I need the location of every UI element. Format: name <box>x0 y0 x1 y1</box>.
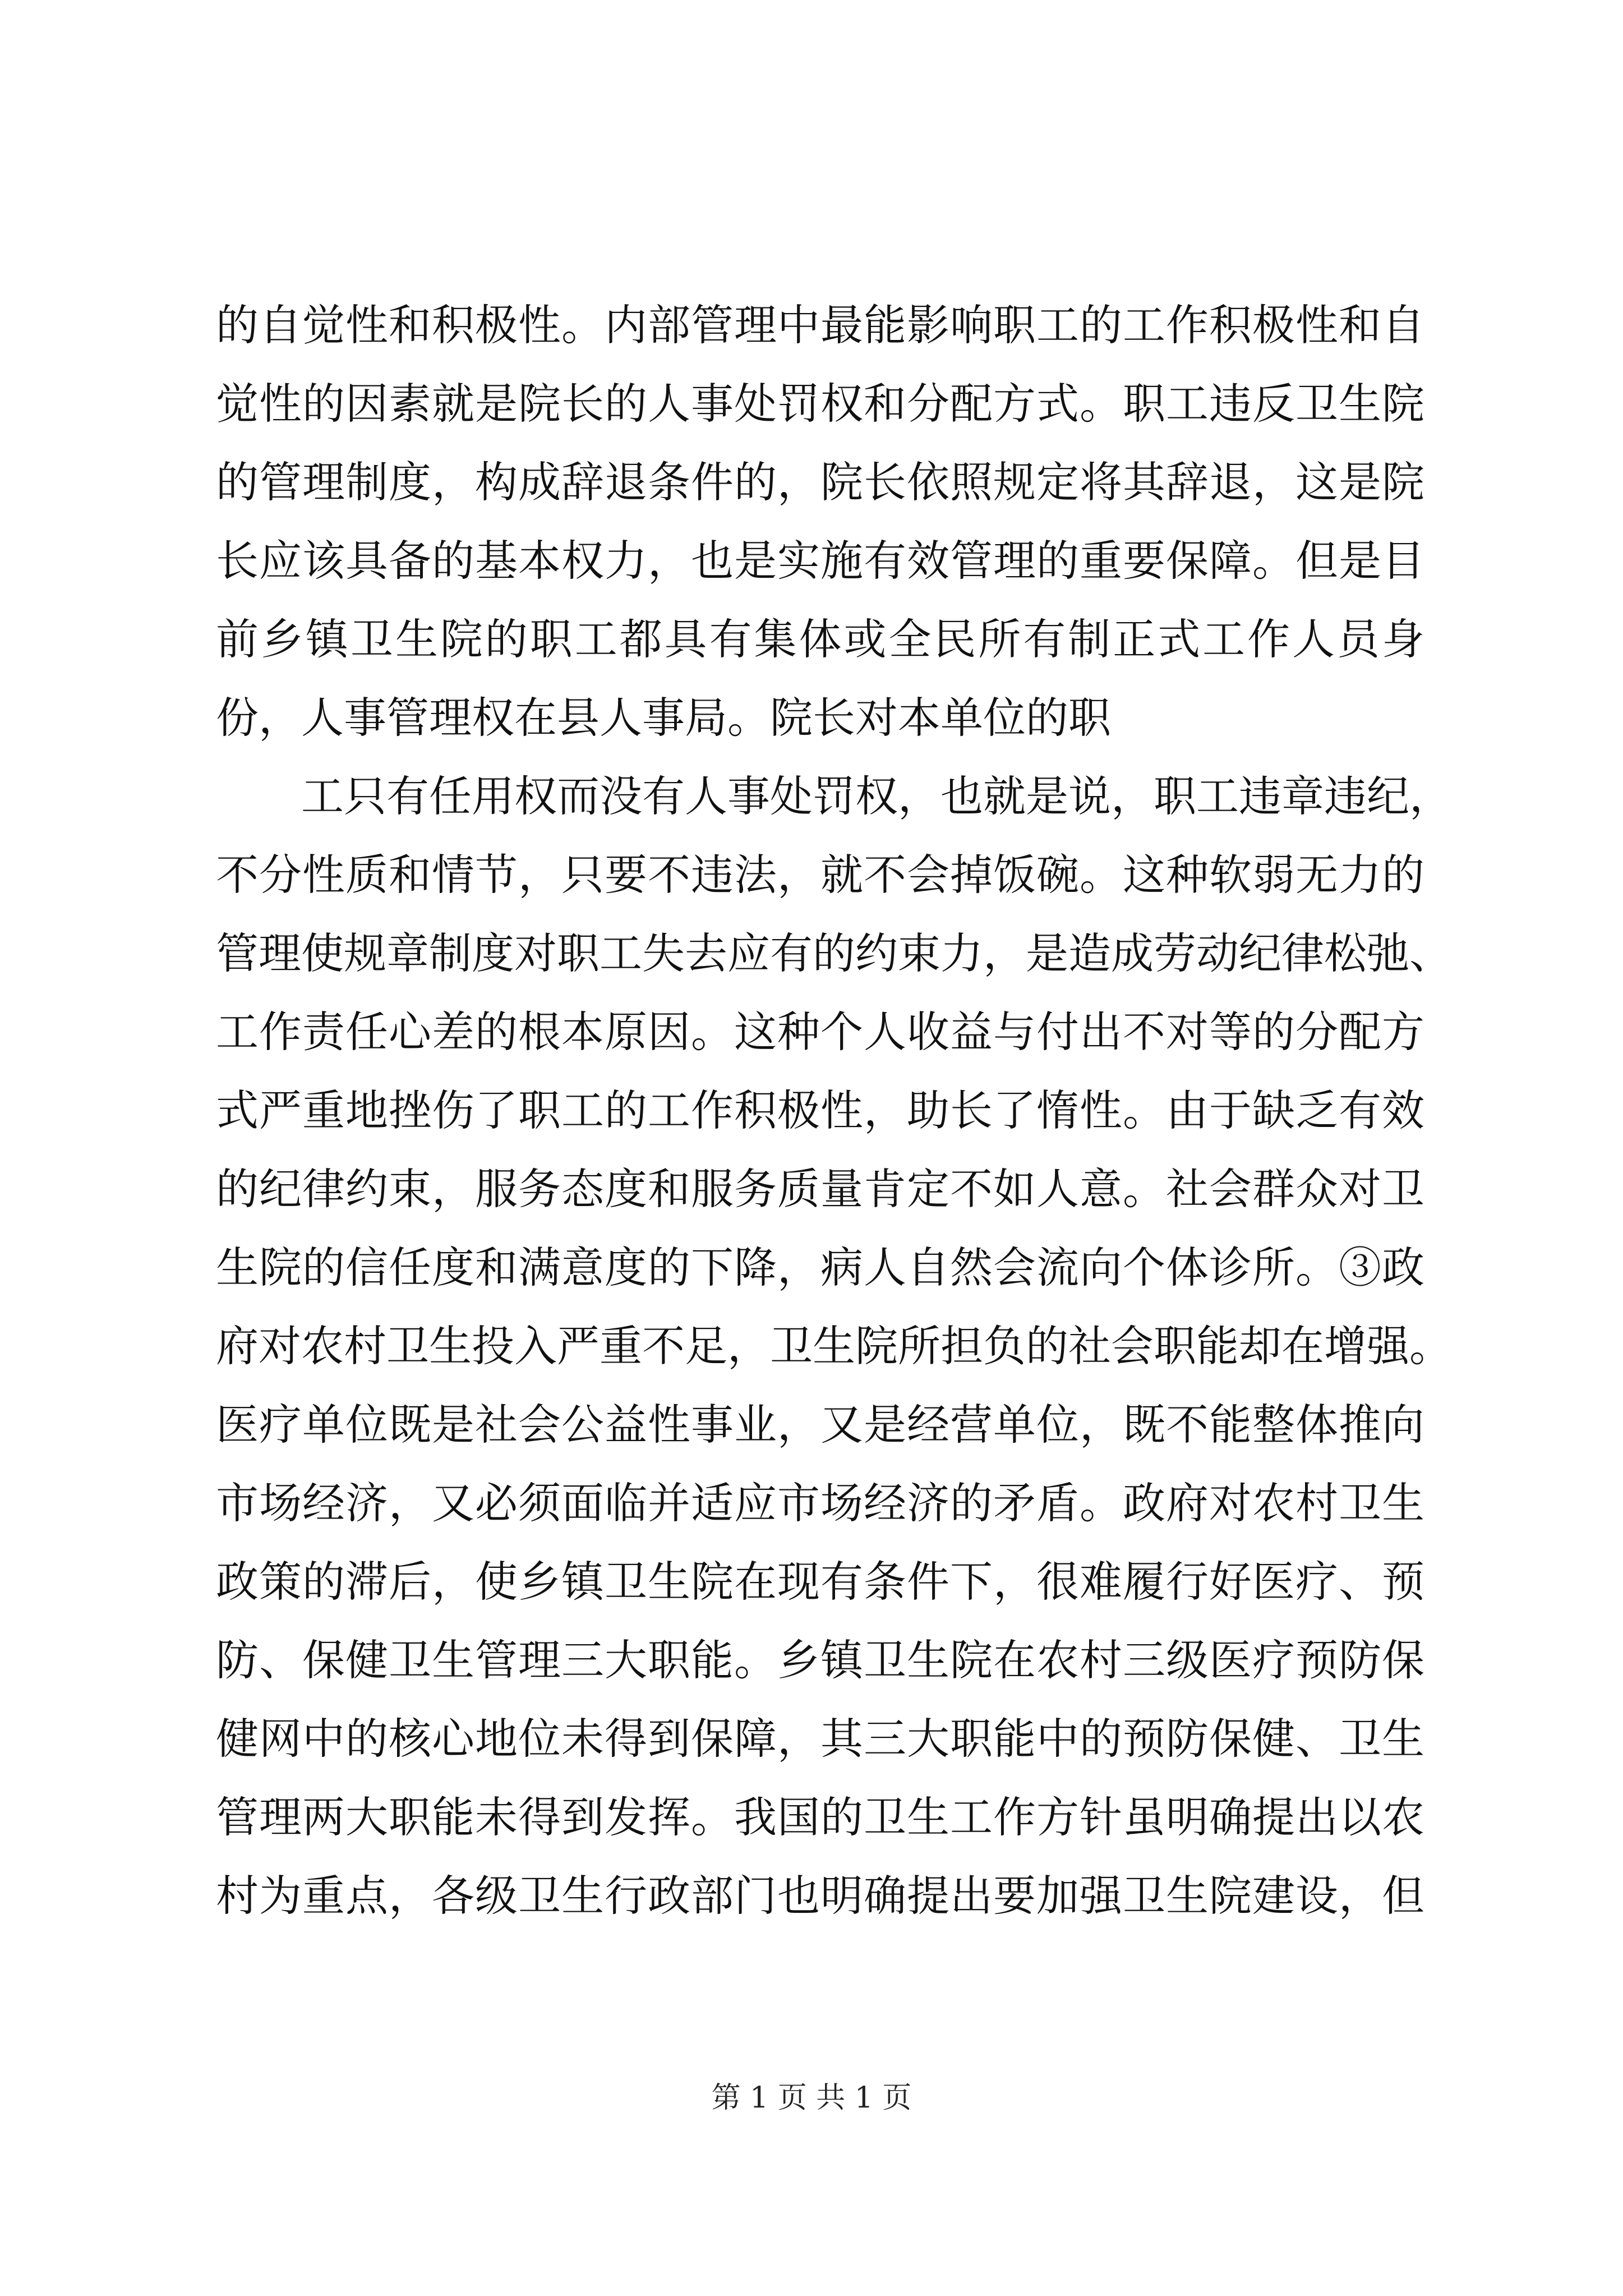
text-line: 生院的信任度和满意度的下降，病人自然会流向个体诊所。③政 <box>216 1243 1424 1292</box>
text-line: 长应该具备的基本权力，也是实施有效管理的重要保障。但是目 <box>216 536 1424 586</box>
text-line: 的管理制度，构成辞退条件的，院长依照规定将其辞退，这是院 <box>216 457 1424 507</box>
page-footer <box>0 2076 1623 2120</box>
paragraph-1 <box>216 286 1424 757</box>
text-line: 防、保健卫生管理三大职能。乡镇卫生院在农村三级医疗预防保 <box>216 1635 1424 1685</box>
text-line: 政策的滞后，使乡镇卫生院在现有条件下，很难履行好医疗、预 <box>216 1557 1424 1607</box>
text-line: 医疗单位既是社会公益性事业，又是经营单位，既不能整体推向 <box>216 1400 1424 1450</box>
text-line: 份，人事管理权在县人事局。院长对本单位的职 <box>216 693 1111 743</box>
text-line: 觉性的因素就是院长的人事处罚权和分配方式。职工违反卫生院 <box>216 379 1424 429</box>
text-line: 式严重地挫伤了职工的工作积极性，助长了惰性。由于缺乏有效 <box>216 1085 1424 1135</box>
text-line: 的自觉性和积极性。内部管理中最能影响职工的工作积极性和自 <box>216 300 1424 350</box>
paragraph-2 <box>216 757 1452 1935</box>
body-text <box>216 286 1452 1935</box>
text-line: 府对农村卫生投入严重不足，卫生院所担负的社会职能却在增强。 <box>216 1321 1452 1371</box>
text-line: 管理使规章制度对职工失去应有的约束力，是造成劳动纪律松弛、 <box>216 928 1452 978</box>
text-line: 工作责任心差的根本原因。这种个人收益与付出不对等的分配方 <box>216 1007 1424 1057</box>
text-line: 前乡镇卫生院的职工都具有集体或全民所有制正式工作人员身 <box>216 614 1424 664</box>
text-line: 市场经济，又必须面临并适应市场经济的矛盾。政府对农村卫生 <box>216 1478 1424 1528</box>
text-line: 的纪律约束，服务态度和服务质量肯定不如人意。社会群众对卫 <box>216 1164 1424 1214</box>
text-line: 管理两大职能未得到发挥。我国的卫生工作方针虽明确提出以农 <box>216 1792 1424 1842</box>
text-line: 不分性质和情节，只要不违法，就不会掉饭碗。这种软弱无力的 <box>216 850 1424 900</box>
text-line: 村为重点，各级卫生行政部门也明确提出要加强卫生院建设，但 <box>216 1871 1424 1921</box>
text-line: 工只有任用权而没有人事处罚权，也就是说，职工违章违纪， <box>301 771 1452 821</box>
page-number-label: 第 1 页 共 1 页 <box>711 2081 912 2115</box>
text-line: 健网中的核心地位未得到保障，其三大职能中的预防保健、卫生 <box>216 1714 1424 1764</box>
